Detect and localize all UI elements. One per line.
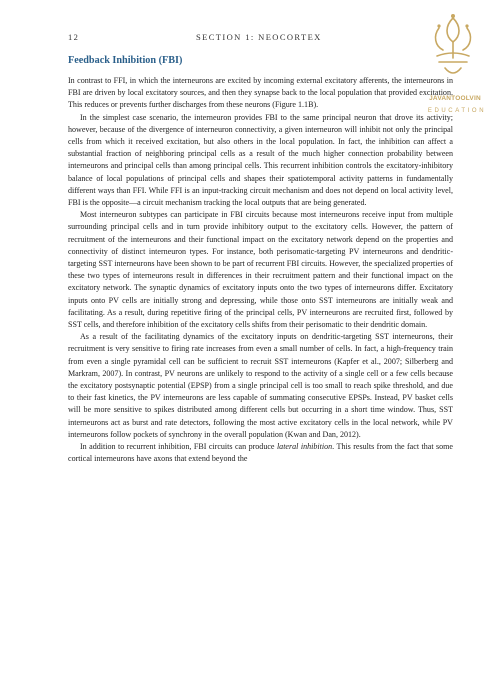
section-title: SECTION 1: NEOCORTEX bbox=[196, 32, 322, 42]
paragraph-3: Most interneuron subtypes can participate in FBI circuits because most interneurons receive input from multiple surrounding principal cells and in turn provide inhibitory output to the excitatory cells. However, the pattern of recruitment of the interneurons and their functional impact on the excitatory network depend on the properties and connectivity of distinct interneuron types. For instance, both perisomatic-targeting PV interneurons and dendritic-targeting SST interneurons have been shown to be part of recurrent FBI circuits. However, the specialized properties of these two types of interneurons result in differences in their recruitment pattern and their functional impact on the excitatory network. The synaptic dynamics of excitatory inputs onto the two types of interneurons differ. Excitatory inputs onto PV cells are initially strong and depressing, while those onto SST interneurons are initially weak and facilitating. As a result, during repetitive firing of the principal cells, PV interneurons are recruited first, followed by SST cells, and therefore inhibition of the excitatory cells shifts from their perisomatic to their dendritic domain. bbox=[68, 210, 453, 330]
section-heading: Feedback Inhibition (FBI) bbox=[68, 55, 183, 66]
paragraph-5: In addition to recurrent inhibition, FBI circuits can produce lateral inhibition. This results from the fact that some cortical interneurons have axons that extend beyond the bbox=[68, 442, 453, 464]
paragraph-4: As a result of the facilitating dynamics of the excitatory inputs on dendritic-targeting SST interneurons, their recruitment is very sensitive to firing rate increases from even a small number of cells. In fact, a high-frequency train from even a single pyramidal cell can be sufficient to recruit SST interneurons (Kapfer et al., 2007; Silberberg and Markram, 2007). In contrast, PV neurons are unlikely to respond to the activity of a single cell or a few cells because the excitatory postsynaptic potential (EPSP) from a single principal cell is too small to reach spike threshold, and due to their fast kinetics, the PV interneurons are less capable of summating consecutive EPSPs. Instead, PV basket cells will be more sensitive to spikes distributed among different cells but occurring in a short time window. Thus, SST interneurons act as burst and rate detectors, following the most active excitatory cells in the local network, while PV interneurons follow pockets of synchrony in the overall population (Kwan and Dan, 2012). bbox=[68, 332, 453, 439]
watermark-tagline: EDUCATION bbox=[427, 108, 487, 114]
crown-icon bbox=[428, 12, 478, 84]
watermark-brand: JAVANTOOLVIN bbox=[429, 95, 481, 102]
emphasis-lateral-inhibition: lateral inhibition bbox=[276, 442, 333, 452]
paragraph-2: In the simplest case scenario, the interneuron provides FBI to the same principal neuron that drove its activity; however, because of the divergence of interneuron connectivity, a given interneuron will inhibit not only the principal cells from which it received excitation, but also others in the local population. In fact, the inhibition can affect a substantial fraction of neighboring principal cells as a result of the much higher connection probability between interneurons and principal cells than among principal cells. This recurrent inhibition controls the excitatory-inhibitory balance of local populations of principal cells and shapes their spatiotemporal activity patterns in fundamentally different ways than FFI. While FFI is an input-tracking circuit mechanism and does not depend on local activity level, FBI is the opposite—a circuit mechanism tracking the local outputs that are being generated. bbox=[68, 112, 453, 208]
page-number: 12 bbox=[68, 32, 80, 42]
paragraph-1: In contrast to FFI, in which the interneurons are excited by incoming external excitatory afferents, the interneurons in FBI are driven by local excitatory sources, and then they synapse back to the local population that provided excitation. This reduces or prevents further discharges from these neurons (Figure 1.1B). bbox=[68, 76, 453, 110]
body-text bbox=[68, 75, 453, 466]
